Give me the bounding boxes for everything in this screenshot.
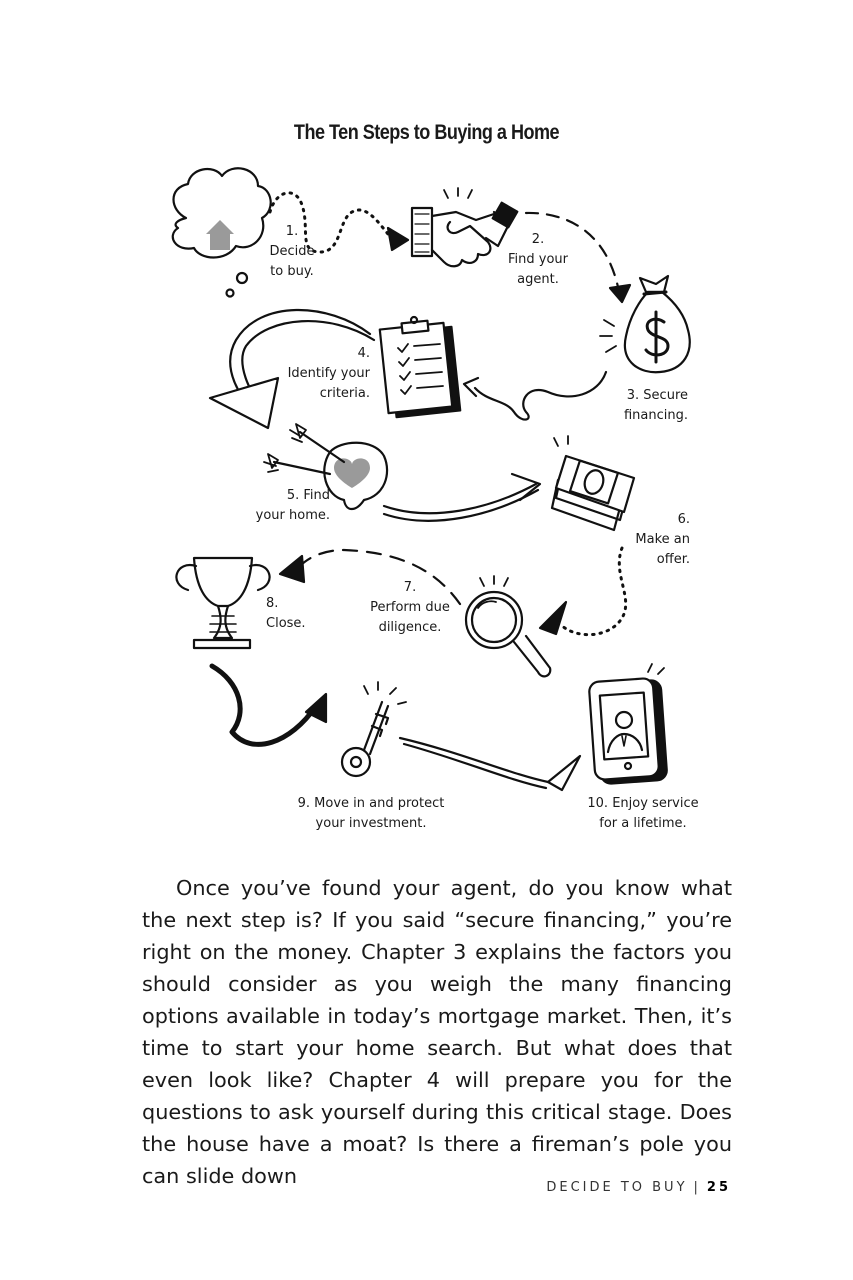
- step-label-9: 9. Move in and protect your investment.: [297, 796, 445, 831]
- step-label-1: 1. Decide to buy.: [269, 224, 315, 279]
- body-paragraph: [142, 872, 732, 1192]
- connector-9-10: [400, 738, 580, 790]
- connector-3-4: [464, 372, 606, 420]
- step-label-7: 7. Perform due diligence.: [370, 580, 450, 635]
- body-text: Once you’ve found your agent, do you know what the next step is? If you said “secure financing,” you’re right on the money. Chapter 3 explains the factors you should consider as you weigh the many financing options available in today’s mortgage market. Then, it’s time to start your home search. But what does that even look like? Chapter 4 will prepare you for the questions to ask yourself during this critical stage. Does the house have a moat? Is there a fireman’s pole you can slide down: [142, 876, 732, 1188]
- step-label-2: 2. Find your agent.: [508, 232, 568, 287]
- step-label-3: 3. Secure financing.: [623, 388, 688, 423]
- footer-separator: |: [693, 1180, 701, 1195]
- trophy-icon: [176, 558, 269, 648]
- magnifying-glass-icon: [466, 576, 550, 676]
- phone-agent-icon: [589, 664, 668, 784]
- thought-cloud-house-icon: [173, 168, 271, 296]
- connector-8-9: [212, 666, 326, 744]
- connector-5-6: [384, 474, 540, 521]
- figure-title: The Ten Steps to Buying a Home: [293, 121, 560, 144]
- step-label-4: 4. Identify your criteria.: [287, 346, 370, 401]
- clipboard-checklist-icon: [380, 317, 460, 417]
- page-number: 25: [706, 1180, 731, 1195]
- page-footer: [546, 1180, 731, 1195]
- key-icon: [342, 682, 406, 776]
- step-label-5: 5. Find your home.: [255, 488, 330, 523]
- step-label-6: 6. Make an offer.: [635, 512, 690, 567]
- step-label-10: 10. Enjoy service for a lifetime.: [587, 796, 699, 831]
- running-head: DECIDE TO BUY: [546, 1180, 688, 1195]
- step-label-8: 8. Close.: [266, 596, 306, 631]
